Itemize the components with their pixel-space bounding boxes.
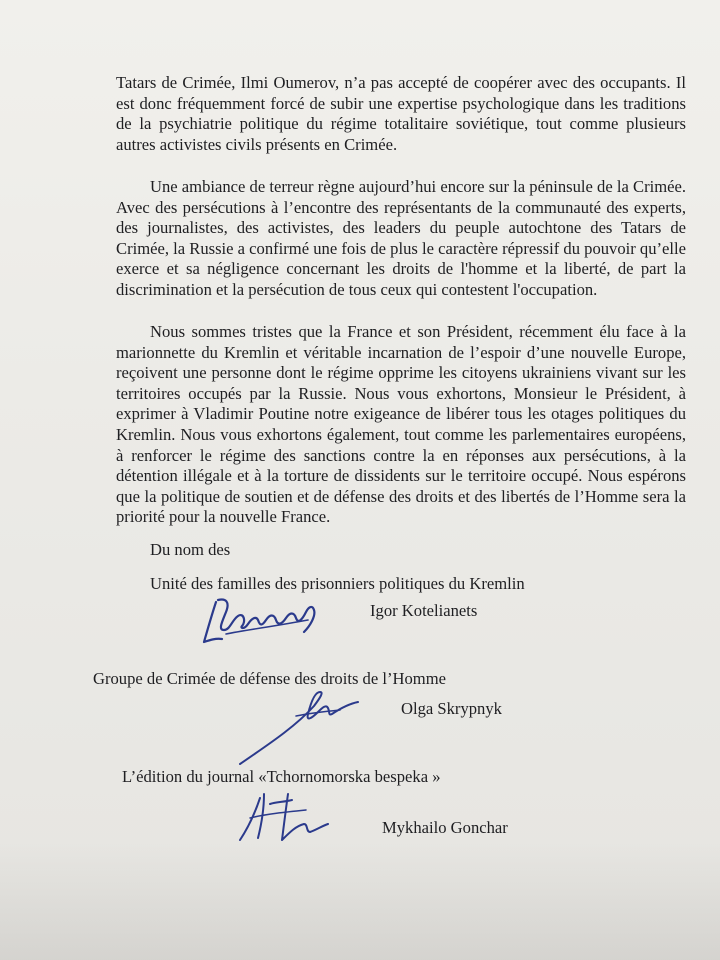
signature-skrypnyk-icon xyxy=(236,684,376,768)
paragraph-3: Nous sommes tristes que la France et son Président, récemment élu face à la marionnette du Kremlin et véritable incarnation de l’espoir d’une nouvelle Europe, reçoivent une personne dont le régime opprime les citoyens ukrainiens vivant sur les territoires occupés par la Russie. Nous vous exhortons, Monsieur le Président, à exprimer à Vladimir Poutine notre exigeance de libérer tous les otages politiques du Kremlin. Nous vous exhortons également, tout comme les parlementaires européens, à renforcer le régime des sanctions contre la en réponses aux persécutions, à la détention illégale et à la torture de dissidents sur le territoire occupé. Nous espérons que la politique de soutien et de défense des droits et des libertés de l’Homme sera la priorité pour la nouvelle France. xyxy=(116,322,686,527)
organization-2: Groupe de Crimée de défense des droits de l’Homme xyxy=(93,669,446,688)
paper-shadow xyxy=(0,840,720,960)
name-1: Igor Kotelianets xyxy=(370,601,478,620)
organization-3: L’édition du journal «Tchornomorska bespeka » xyxy=(122,767,441,786)
signature-gonchar-icon xyxy=(230,788,340,852)
name-3: Mykhailo Gonchar xyxy=(382,818,508,837)
closing-line: Du nom des xyxy=(150,540,231,559)
paragraph-1: Tatars de Crimée, Ilmi Oumerov, n’a pas accepté de coopérer avec des occupants. Il est donc fréquemment forcé de subir une expertise psychologique dans les traditions de la psychiatrie politique du régime totalitaire soviétique, tout comme plusieurs autres activistes civils présents en Crimée. xyxy=(116,73,686,154)
organization-1: Unité des familles des prisonniers politiques du Kremlin xyxy=(150,574,525,593)
signature-kotelianets-icon xyxy=(196,590,326,652)
name-2: Olga Skrypnyk xyxy=(401,699,502,718)
paragraph-2: Une ambiance de terreur règne aujourd’hui encore sur la péninsule de la Crimée. Avec des persécutions à l’encontre des représentants de la communauté des experts, des journalistes, des activistes, des leaders du peuple autochtone des Tatars de Crimée, la Russie a confirmé une fois de plus le caractère répressif du pouvoir qu’elle exerce et sa négligence concernant les droits de l'homme et la liberté, de part la discrimination et la persécution de tous ceux qui contestent l'occupation. xyxy=(116,177,686,299)
